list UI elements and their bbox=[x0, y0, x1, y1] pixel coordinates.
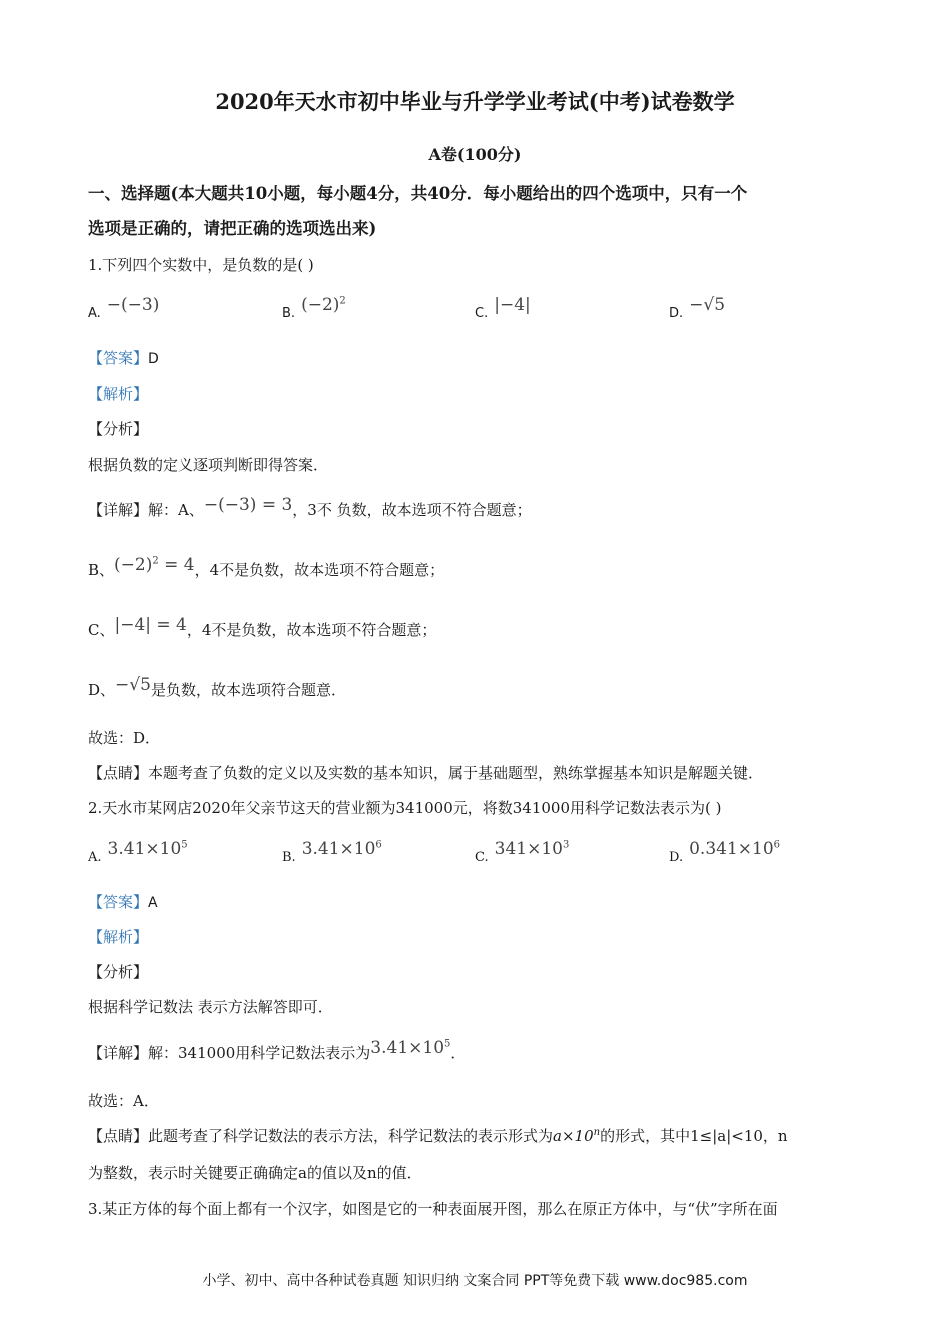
option-math: |−4| bbox=[494, 295, 531, 315]
detail-math: $3.41\times 10^5$ bbox=[370, 1038, 451, 1058]
detail-math: −√5 bbox=[115, 675, 151, 695]
q2-option-a: A. $3.41\times 10^5$ bbox=[88, 839, 188, 865]
answer-tag: 【答案】 bbox=[88, 893, 149, 911]
detail-math: |−4| = 4 bbox=[114, 615, 187, 635]
q1-comment: 【点睛】本题考查了负数的定义以及实数的基本知识，属于基础题型，熟练掌握基本知识是解题关键． bbox=[88, 764, 764, 782]
option-math: $3.41\times 10^6$ bbox=[301, 839, 382, 859]
exam-title: 2020年天水市初中毕业与升学学业考试(中考)试卷数学 bbox=[215, 89, 735, 114]
q1-option-a bbox=[88, 295, 160, 322]
page-footer: 小学、初中、高中各种试卷真题 知识归纳 文案合同 PPT等免费下载 www.doc985.com bbox=[202, 1273, 748, 1289]
q1-detail-b: B、$(-2)^2 = 4$，4不是负数，故本选项不符合题意； bbox=[88, 555, 445, 579]
q2-comment-line2: 为整数，表示时关键要正确确定a的值以及n的值． bbox=[88, 1164, 422, 1182]
q2-detail: 【详解】解：341000用科学记数法表示为$3.41\times 10^5$． bbox=[88, 1038, 466, 1062]
q1-choose: 故选：D． bbox=[88, 729, 161, 747]
q2-answer bbox=[88, 891, 158, 912]
q2-analysis-tag: 【解析】 bbox=[88, 928, 149, 946]
option-math: $3.41\times 10^5$ bbox=[107, 839, 188, 859]
q1-option-d bbox=[669, 295, 726, 322]
detail-math: −(−3) = 3 bbox=[203, 495, 293, 515]
q1-fenxi-tag: 【分析】 bbox=[88, 420, 149, 438]
option-math: $341\times 10^3$ bbox=[494, 839, 570, 859]
comment-tag: 【点睛】 bbox=[88, 1127, 149, 1145]
option-label: B. bbox=[282, 306, 296, 321]
q2-choose: 故选：A． bbox=[88, 1092, 159, 1110]
option-label: C. bbox=[475, 306, 489, 321]
q2-comment-line1: 【点睛】此题考查了科学记数法的表示方法，科学记数法的表示形式为$a\times 10^n$的形式，其中1≤|a|<10，n bbox=[88, 1127, 788, 1145]
answer-value: A bbox=[148, 895, 158, 911]
section-title: A卷(100分) bbox=[428, 145, 522, 164]
option-math: $(-2)^2$ bbox=[301, 295, 346, 315]
option-label: A. bbox=[88, 306, 101, 321]
answer-tag: 【答案】 bbox=[88, 349, 149, 367]
q2-option-c: C. $341\times 10^3$ bbox=[475, 839, 570, 865]
q1-fenxi-text: 根据负数的定义逐项判断即得答案． bbox=[88, 456, 329, 474]
q1-analysis-tag: 【解析】 bbox=[88, 385, 149, 403]
q1-answer bbox=[88, 347, 159, 368]
q2-option-d: D. $0.341\times 10^6$ bbox=[669, 839, 781, 865]
option-math: $0.341\times 10^6$ bbox=[689, 839, 781, 859]
detail-tag: 【详解】 bbox=[88, 1044, 149, 1062]
part1-heading-line1: 一、选择题(本大题共10小题，每小题4分，共40分．每小题给出的四个选项中，只有一个 bbox=[88, 184, 748, 203]
q1-detail-d: D、−√5是负数，故本选项符合题意． bbox=[88, 675, 346, 699]
option-math: −(−3) bbox=[106, 295, 160, 315]
q2-option-b: B. $3.41\times 10^6$ bbox=[282, 839, 382, 865]
q1-detail-a: 【详解】解：A、−(−3) = 3，3不 负数，故本选项不符合题意； bbox=[88, 495, 532, 519]
q2-stem: 2.天水市某网店2020年父亲节这天的营业额为341000元，将数341000用科学记数法表示为( ) bbox=[88, 799, 722, 817]
q3-stem: 3.某正方体的每个面上都有一个汉字，如图是它的一种表面展开图，那么在原正方体中，与“伏”字所在面 bbox=[88, 1200, 778, 1218]
option-math: −√5 bbox=[689, 295, 726, 315]
part1-heading-line2: 选项是正确的，请把正确的选项选出来) bbox=[88, 219, 377, 238]
q1-option-c bbox=[475, 295, 531, 322]
q1-detail-c: C、|−4| = 4，4不是负数，故本选项不符合题意； bbox=[88, 615, 437, 639]
q1-stem: 1.下列四个实数中，是负数的是( ) bbox=[88, 256, 314, 274]
q2-fenxi-tag: 【分析】 bbox=[88, 963, 149, 981]
option-label: D. bbox=[669, 306, 684, 321]
answer-value: D bbox=[148, 351, 159, 367]
detail-math: $(-2)^2 = 4$ bbox=[114, 555, 195, 575]
q2-fenxi-text: 根据科学记数法 表示方法解答即可． bbox=[88, 998, 333, 1016]
comment-tag: 【点睛】 bbox=[88, 764, 149, 782]
detail-tag: 【详解】 bbox=[88, 501, 149, 519]
q1-option-b bbox=[282, 295, 346, 322]
